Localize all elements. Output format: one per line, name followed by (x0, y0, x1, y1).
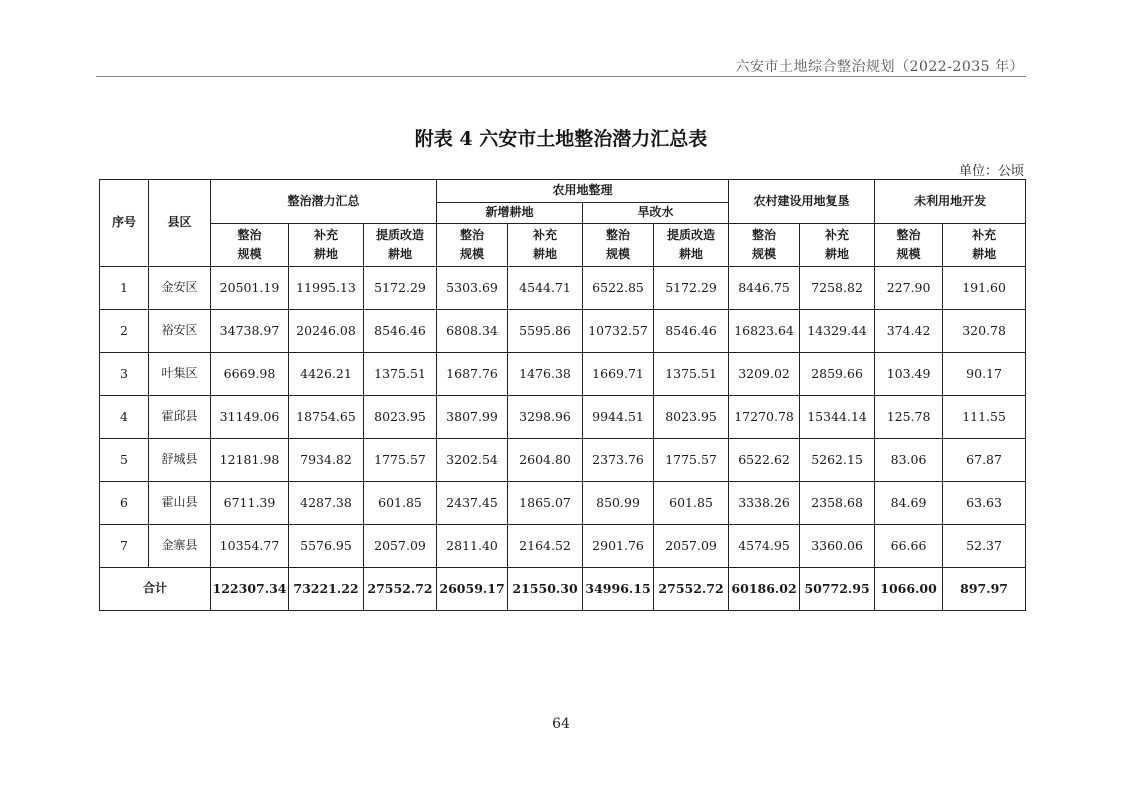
cell-value: 8446.75 (729, 267, 800, 310)
cell-value: 3209.02 (729, 353, 800, 396)
cell-value: 9944.51 (583, 396, 654, 439)
header-col-supplement: 补充 耕地 (289, 224, 364, 267)
total-value: 50772.95 (800, 568, 875, 611)
cell-county: 叶集区 (149, 353, 211, 396)
cell-value: 8023.95 (654, 396, 729, 439)
cell-value: 2373.76 (583, 439, 654, 482)
cell-value: 3298.96 (508, 396, 583, 439)
total-value: 1066.00 (875, 568, 943, 611)
cell-value: 111.55 (943, 396, 1026, 439)
total-value: 122307.34 (211, 568, 289, 611)
cell-value: 1687.76 (437, 353, 508, 396)
cell-value: 6808.34 (437, 310, 508, 353)
table-row (100, 482, 1026, 525)
cell-value: 67.87 (943, 439, 1026, 482)
header-col-scale: 整治 规模 (583, 224, 654, 267)
total-value: 73221.22 (289, 568, 364, 611)
header-col-upgrade: 提质改造 耕地 (654, 224, 729, 267)
header-col-scale: 整治 规模 (875, 224, 943, 267)
table-row (100, 439, 1026, 482)
cell-value: 5172.29 (654, 267, 729, 310)
cell-value: 5262.15 (800, 439, 875, 482)
cell-value: 2901.76 (583, 525, 654, 568)
cell-value: 63.63 (943, 482, 1026, 525)
cell-value: 4287.38 (289, 482, 364, 525)
total-value: 26059.17 (437, 568, 508, 611)
cell-value: 83.06 (875, 439, 943, 482)
cell-seq: 7 (100, 525, 149, 568)
cell-value: 191.60 (943, 267, 1026, 310)
cell-value: 103.49 (875, 353, 943, 396)
table-row (100, 353, 1026, 396)
table-row (100, 525, 1026, 568)
cell-value: 125.78 (875, 396, 943, 439)
cell-value: 15344.14 (800, 396, 875, 439)
cell-value: 3202.54 (437, 439, 508, 482)
total-value: 60186.02 (729, 568, 800, 611)
header-col-scale: 整治 规模 (211, 224, 289, 267)
cell-value: 2859.66 (800, 353, 875, 396)
cell-value: 2604.80 (508, 439, 583, 482)
cell-value: 320.78 (943, 310, 1026, 353)
cell-value: 5595.86 (508, 310, 583, 353)
cell-value: 6669.98 (211, 353, 289, 396)
cell-value: 11995.13 (289, 267, 364, 310)
total-value: 897.97 (943, 568, 1026, 611)
cell-value: 2164.52 (508, 525, 583, 568)
cell-value: 14329.44 (800, 310, 875, 353)
header-group-farmland: 农用地整理 (437, 180, 729, 203)
cell-value: 17270.78 (729, 396, 800, 439)
header-county: 县区 (149, 180, 211, 267)
cell-value: 5303.69 (437, 267, 508, 310)
cell-value: 7258.82 (800, 267, 875, 310)
cell-value: 4574.95 (729, 525, 800, 568)
header-sub-new-farmland: 新增耕地 (437, 203, 583, 224)
cell-county: 金安区 (149, 267, 211, 310)
table-row (100, 396, 1026, 439)
cell-value: 2057.09 (364, 525, 437, 568)
cell-value: 52.37 (943, 525, 1026, 568)
cell-value: 18754.65 (289, 396, 364, 439)
cell-county: 舒城县 (149, 439, 211, 482)
cell-county: 裕安区 (149, 310, 211, 353)
cell-value: 20246.08 (289, 310, 364, 353)
header-col-supplement: 补充 耕地 (508, 224, 583, 267)
cell-seq: 4 (100, 396, 149, 439)
total-value: 27552.72 (654, 568, 729, 611)
cell-value: 4544.71 (508, 267, 583, 310)
cell-county: 霍邱县 (149, 396, 211, 439)
total-value: 21550.30 (508, 568, 583, 611)
running-header: 六安市土地综合整治规划（2022-2035 年） (735, 59, 1024, 75)
total-row (100, 568, 1026, 611)
cell-value: 3360.06 (800, 525, 875, 568)
cell-value: 2437.45 (437, 482, 508, 525)
table-row (100, 310, 1026, 353)
cell-value: 6522.85 (583, 267, 654, 310)
cell-value: 1775.57 (364, 439, 437, 482)
unit-label: 单位：公顷 (958, 164, 1024, 179)
cell-value: 374.42 (875, 310, 943, 353)
header-sub-dry-to-paddy: 旱改水 (583, 203, 729, 224)
cell-value: 1375.51 (654, 353, 729, 396)
total-value: 34996.15 (583, 568, 654, 611)
cell-value: 84.69 (875, 482, 943, 525)
cell-value: 1669.71 (583, 353, 654, 396)
cell-value: 3807.99 (437, 396, 508, 439)
page-number: 64 (552, 716, 570, 732)
cell-seq: 6 (100, 482, 149, 525)
cell-value: 1476.38 (508, 353, 583, 396)
cell-value: 31149.06 (211, 396, 289, 439)
cell-value: 10354.77 (211, 525, 289, 568)
cell-value: 5576.95 (289, 525, 364, 568)
cell-value: 3338.26 (729, 482, 800, 525)
cell-seq: 5 (100, 439, 149, 482)
page-title: 附表 4 六安市土地整治潜力汇总表 (414, 128, 708, 150)
header-col-scale: 整治 规模 (729, 224, 800, 267)
cell-value: 1775.57 (654, 439, 729, 482)
cell-value: 227.90 (875, 267, 943, 310)
cell-value: 7934.82 (289, 439, 364, 482)
header-group-unused: 未利用地开发 (875, 180, 1026, 224)
cell-value: 34738.97 (211, 310, 289, 353)
header-col-upgrade: 提质改造 耕地 (364, 224, 437, 267)
cell-value: 16823.64 (729, 310, 800, 353)
cell-seq: 2 (100, 310, 149, 353)
cell-value: 1375.51 (364, 353, 437, 396)
cell-value: 850.99 (583, 482, 654, 525)
header-divider (96, 76, 1026, 77)
total-label: 合计 (100, 568, 211, 611)
cell-value: 601.85 (654, 482, 729, 525)
cell-value: 5172.29 (364, 267, 437, 310)
header-seq: 序号 (100, 180, 149, 267)
cell-value: 12181.98 (211, 439, 289, 482)
cell-value: 8023.95 (364, 396, 437, 439)
header-col-supplement: 补充 耕地 (943, 224, 1026, 267)
header-col-scale: 整治 规模 (437, 224, 508, 267)
cell-value: 10732.57 (583, 310, 654, 353)
cell-value: 20501.19 (211, 267, 289, 310)
header-col-supplement: 补充 耕地 (800, 224, 875, 267)
cell-value: 601.85 (364, 482, 437, 525)
cell-value: 2358.68 (800, 482, 875, 525)
header-group-total: 整治潜力汇总 (211, 180, 437, 224)
cell-value: 6711.39 (211, 482, 289, 525)
cell-county: 金寨县 (149, 525, 211, 568)
cell-value: 2057.09 (654, 525, 729, 568)
cell-value: 1865.07 (508, 482, 583, 525)
cell-value: 4426.21 (289, 353, 364, 396)
cell-value: 8546.46 (364, 310, 437, 353)
potential-summary-table (99, 179, 1026, 611)
cell-value: 6522.62 (729, 439, 800, 482)
total-value: 27552.72 (364, 568, 437, 611)
cell-value: 8546.46 (654, 310, 729, 353)
cell-seq: 3 (100, 353, 149, 396)
table-row (100, 267, 1026, 310)
cell-value: 66.66 (875, 525, 943, 568)
header-group-rural: 农村建设用地复垦 (729, 180, 875, 224)
cell-value: 90.17 (943, 353, 1026, 396)
cell-value: 2811.40 (437, 525, 508, 568)
cell-county: 霍山县 (149, 482, 211, 525)
cell-seq: 1 (100, 267, 149, 310)
